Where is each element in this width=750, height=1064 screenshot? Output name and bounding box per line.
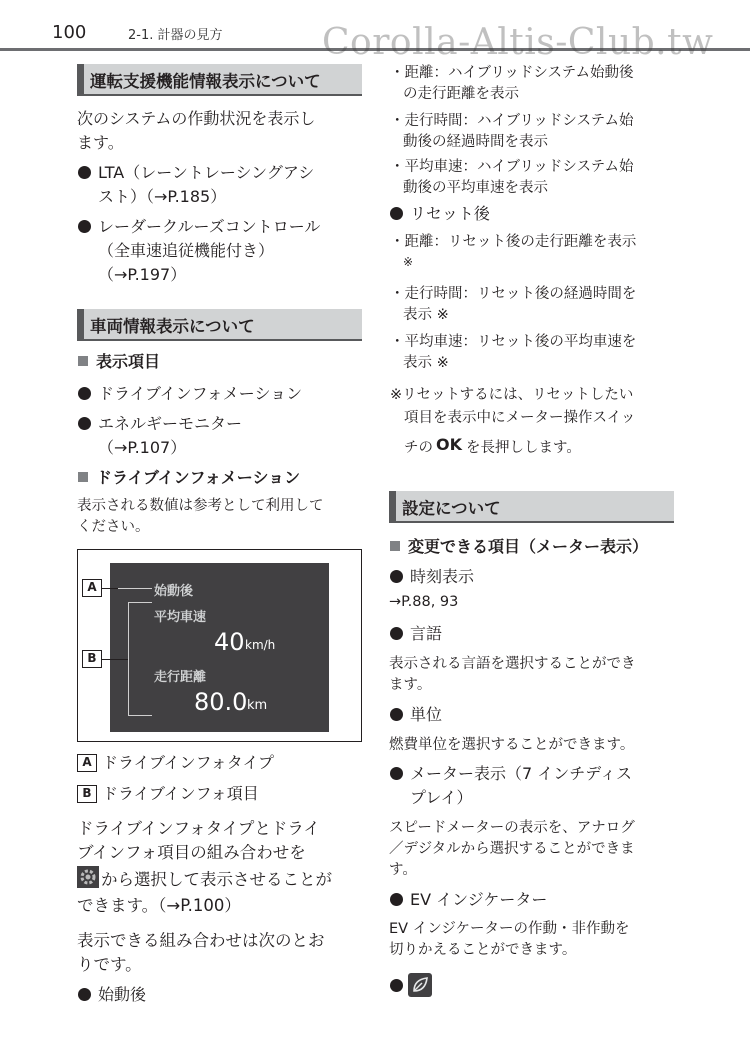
bracket-b-top	[128, 602, 152, 603]
radar-item-line-3: （→P.197）	[98, 265, 187, 284]
eco-leaf-icon	[408, 973, 432, 997]
bracket-a-line	[118, 588, 152, 589]
bullet-dot	[390, 767, 403, 780]
bullet-dot	[78, 417, 91, 430]
drive-info-item: ドライブインフォメーション	[98, 384, 303, 403]
bullet-dot	[390, 627, 403, 640]
radar-item-line-1: レーダークルーズコントロール	[98, 217, 321, 236]
unit-item: 単位	[410, 705, 443, 724]
footnote-line-2: 項目を表示中にメーター操作スイッ	[404, 410, 636, 426]
radar-item-line-2: （全車速追従機能付き）	[98, 241, 275, 260]
reset-time-line-2: 表示 ※	[403, 307, 449, 323]
footnote-line-3b: を長押しします。	[466, 440, 581, 456]
start-time-line-2: 動後の経過時間を表示	[403, 134, 548, 150]
bullet-dot	[390, 570, 403, 583]
section-heading-driving-assist-text: 運転支援機能情報表示について	[90, 72, 321, 91]
bracket-b-vertical	[128, 602, 129, 716]
square-bullet	[78, 472, 88, 482]
bullet-dot	[390, 979, 403, 992]
combo-list-line-1: 表示できる組み合わせは次のとお	[77, 931, 325, 950]
reset-speed-line-1: ・平均車速：リセット後の平均車速を	[390, 334, 637, 350]
combo-para-line-1: ドライブインフォタイプとドライ	[77, 819, 320, 838]
combo-para-line-3: から選択して表示させることが	[101, 870, 332, 889]
combo-list-line-2: りです。	[77, 955, 142, 974]
display-items-heading: 表示項目	[96, 352, 161, 371]
lta-item-line-1: LTA（レーントレーシングアシ	[98, 163, 315, 182]
reference-note-line-1: 表示される数値は参考として利用して	[77, 498, 324, 514]
reset-speed-line-2: 表示 ※	[403, 355, 449, 371]
start-time-line-1: ・走行時間：ハイブリッドシステム始	[390, 113, 634, 129]
legend-a-text: ドライブインフォタイプ	[102, 753, 275, 772]
meter-label-avg-speed: 平均車速	[154, 610, 207, 625]
tag-b-leader	[102, 659, 128, 660]
changeable-items-heading: 変更できる項目（メーター表示）	[408, 537, 649, 556]
intro-line-2: ます。	[77, 133, 124, 152]
lta-item-line-2: スト）（→P.185）	[98, 187, 227, 206]
reset-time-line-1: ・走行時間：リセット後の経過時間を	[390, 286, 637, 302]
meter-label-distance: 走行距離	[154, 670, 207, 685]
bullet-dot	[390, 207, 403, 220]
clock-item: 時刻表示	[410, 567, 475, 586]
reset-heading: リセット後	[410, 204, 490, 223]
start-distance-line-2: の走行距離を表示	[403, 86, 519, 102]
bullet-dot	[78, 220, 91, 233]
section-heading-driving-assist	[77, 64, 362, 96]
reset-distance-line-1: ・距離：リセット後の走行距離を表示	[390, 234, 637, 250]
meter-desc-line-1: スピードメーターの表示を、アナログ	[389, 820, 635, 836]
meter-display-item-line-1: メーター表示（7 インチディス	[410, 764, 632, 783]
start-speed-line-1: ・平均車速：ハイブリッドシステム始	[390, 159, 634, 175]
section-heading-vehicle-info	[77, 309, 362, 341]
meter-label-start: 始動後	[154, 584, 194, 599]
bracket-b-bottom	[128, 715, 152, 716]
combo-para-line-2: ブインフォ項目の組み合わせを	[77, 843, 306, 862]
start-distance-line-1: ・距離：ハイブリッドシステム始動後	[390, 65, 634, 81]
tag-a-leader	[102, 588, 118, 589]
meter-desc-line-2: ／デジタルから選択することができま	[389, 841, 635, 857]
legend-tag-a: A	[77, 754, 97, 772]
unit-desc: 燃費単位を選択することができます。	[389, 737, 635, 753]
clock-ref: →P.88, 93	[389, 594, 459, 610]
meter-speed-value: 40	[214, 628, 245, 656]
legend-tag-b: B	[77, 785, 97, 803]
language-desc-line-2: ます。	[389, 677, 432, 693]
section-heading-vehicle-info-text: 車両情報表示について	[90, 317, 255, 336]
section-breadcrumb: 2-1. 計器の見方	[128, 28, 223, 43]
bullet-dot	[390, 893, 403, 906]
square-bullet	[78, 356, 88, 366]
meter-display-item-line-2: プレイ）	[410, 788, 473, 807]
footnote-line-3a: チの	[404, 440, 433, 456]
tag-a: A	[82, 579, 102, 597]
start-item: 始動後	[98, 985, 147, 1004]
bullet-dot	[78, 166, 91, 179]
meter-distance-unit: km	[247, 698, 268, 713]
reference-note-line-2: ください。	[77, 519, 150, 535]
ev-desc-line-1: EV インジケーターの作動・非作動を	[389, 921, 630, 937]
ok-switch-label: OK	[436, 435, 462, 454]
section-heading-settings-text: 設定について	[402, 499, 501, 518]
meter-speed-unit: km/h	[245, 638, 276, 652]
watermark: Corolla-Altis-Club.tw	[322, 22, 714, 63]
ev-desc-line-2: 切りかえることができます。	[389, 942, 577, 958]
start-speed-line-2: 動後の平均車速を表示	[403, 180, 548, 196]
meter-distance-value: 80.0	[194, 688, 248, 716]
energy-monitor-ref: （→P.107）	[98, 438, 187, 457]
bullet-dot	[78, 988, 91, 1001]
tag-b: B	[82, 650, 102, 668]
energy-monitor-item: エネルギーモニター	[98, 414, 243, 433]
reset-distance-line-2: ※	[403, 255, 414, 269]
language-item: 言語	[410, 624, 443, 643]
footnote-line-1: ※リセットするには、リセットしたい	[390, 387, 634, 403]
legend-b-text: ドライブインフォ項目	[102, 784, 259, 803]
drive-info-heading: ドライブインフォメーション	[96, 468, 301, 487]
page-number: 100	[52, 22, 87, 43]
intro-line-1: 次のシステムの作動状況を表示し	[77, 109, 316, 128]
gear-icon	[77, 866, 99, 888]
bullet-dot	[78, 387, 91, 400]
combo-para-line-4: できます。（→P.100）	[77, 896, 241, 915]
square-bullet	[390, 541, 400, 551]
bullet-dot	[390, 708, 403, 721]
ev-indicator-item: EV インジケーター	[410, 890, 548, 909]
meter-desc-line-3: す。	[389, 862, 417, 878]
language-desc-line-1: 表示される言語を選択することができ	[389, 656, 636, 672]
section-heading-settings	[389, 491, 674, 523]
